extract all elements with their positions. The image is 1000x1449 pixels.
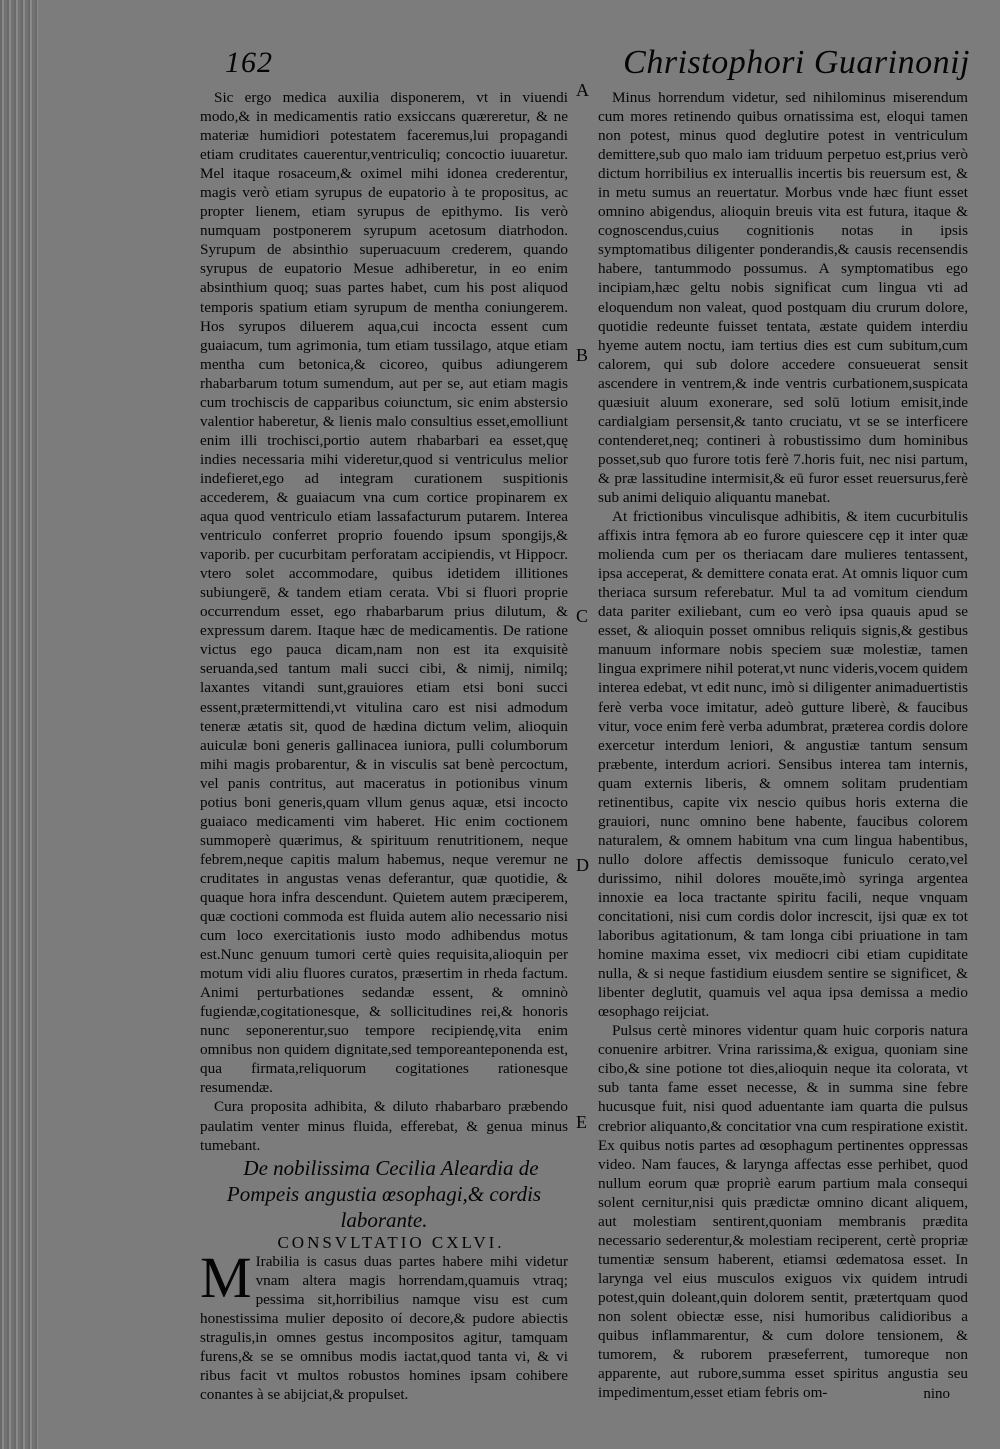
consultatio-number: CONSVLTATIO CXLVI.: [277, 1232, 505, 1252]
section-heading: De nobilissima Cecilia Aleardia de Pompeis angustia œsophagi,& cordis laborante.: [226, 1155, 542, 1232]
left-paragraph-3: [200, 1244, 568, 1404]
margin-letter-d: D: [576, 855, 589, 875]
right-column: [598, 88, 968, 1402]
drop-cap: M: [200, 1244, 252, 1310]
margin-letter-c: C: [576, 606, 589, 626]
right-paragraph-1: Minus horrendum videtur, sed nihilominus miserendum cum mores retinendo quibus ornatissima est, eloqui tamen non potest, minus quod deglutire potest in ventriculum demittere,sub quo malo iam triduum perpetuo est,prius verò dictum horribilius ex interuallis incertis bis reuersum est, & in metu sumus an reuertatur. Morbus vnde hæc fiunt esset omnino abigendus, alioquin breuis vita est futura, itaque & cognoscendus,cuius cognitionis notas in ipsis symptomatibus diligenter ponderandis,& causis recensendis habere, tantummodo possumus. A symptomatibus ego incipiam,hæc geltu nobis significat cum lingua vti ad eloquendum non valeat, quod postquam diu crurum dolore, quotidie redeunte fuisset tentata, æstate quidem interdiu hyeme autem noctu, iam tertius dies est cum subitum,cum calorem, qui sub dolore accedere consueuerat sensit ascendere in ventrem,& inde ventris curbationem,suspicata quæsiuit aluum exonerare, sed solū lotium emisit,inde cardialgiam persensit,& tanto cruciatu, vt se se interficere contenderet,neq; contineri à robustissimo dum hominibus posset,sub quo furore totis ferè 7.horis fuit, nec nisi partum, & præ lassitudine intermisit,& eū furor esset reuersurus,ferè sub animi deliquio aliquantu manebat.: [598, 89, 968, 506]
left-paragraph-1: Sic ergo medica auxilia disponerem, vt in viuendi modo,& in medicamentis ratio exsiccans quæreretur, & ne materiæ humidiori potestatem faceremus,lui propagandi etiam cruditates cauerentur,ventriculiq; concoctio iuuaretur. Mel itaque rosaceum,& oximel mihi idonea crederentur, magis verò etiam syrupus de eupatorio à te propositus, ac propter lienem, etiam syrupus de epithymo. Iis verò numquam postponerem syrupum acetosum diatrhodon. Syrupum de absinthio superuacuum crederem, quando syrupus de eupatorio Mesue adhiberetur, in eo enim absinthium quoq; suas partes habet, cum his post aliquod temporis spatium etiam syrupum de mentha coniungerem. Hos syrupos diluerem aqua,cui incocta essent cum guaiacum, tum agrimonia, tum etiam tussilago, atque etiam mentha cum betonica,& cicoreo, quibus adiungerem rhabarbarum totum sumendum, aut per se, aut etiam magis cum trochiscis de capparibus coiunctum, sic enim abstersio valentior haberetur, & lienis malo consultius esset,emolliunt enim illi trochisci,portio autem rhabarbari ea esset,quę indies necessaria mihi videretur,quod si ventriculus melior indefieret,ego ad integram curationem suspitionis accederem, & guaiacum vna cum cortice propinarem ex aqua quod ventriculo etiam lassafacturum putarem. Interea ventriculo conferret proprio fouendo ipsum spongijs,& vaporib. per cucurbitam perforatam accipiendis, vt Hippocr. vtero solet accommodare, quibus idetidem illitiones subiungerē, & tandem etiam cerata. Vbi si fluori proprie occurrendum esset, ego rhabarbarum prius dilutum, & expressum darem. Itaque hæc de medicamentis. De ratione victus ego pauca dicam,nam non est ita exquisitè seruanda,sed tantum mali succi cibi, & nimij, nimilq; laxantes vitandi sunt,grauiores etiam etsi boni succi essent,prætermittendi,vt vitulina caro est nisi admodum teneræ ætatis sit, quod de hædina dictum velim, alioquin auiculæ boni generis gallinacea iuniora, pulli columborum mihi magis probarentur, & in visculis sat benè percoctum, vel panis contritus, aut maceratus in potionibus vinum potius boni generis,quam vllum genus aquæ, etsi incocto guaiaco medicamenti vim haberet. Hic enim coctionem summoperè quærimus, & spirituum renutritionem, neque febrem,neque capitis malum habemus, neque veremur ne cruditates in angustas venas deferantur, quæ quotidie, & quaque hora infra descendunt. Quietem autem præciperem, quæ coctioni commoda est fluida autem alio necessario nisi cum loco exercitationis iusto modo adhibendus motus est.Nunc genuum tumori certè quies requisita,alioquin per motum vidi aliu fluores curatos, præsertim in rheda factum. Animi perturbationes sedandæ essent, & omninò fugiendæ,cogitationesque, & sollicitudines rei,& honoris nunc seponerentur,suo tempore recipiendę,vita enim omnibus non quidem dignitate,sed temporeanteponenda est, qua firmata,reliquorum cogitationes rationesque resumendæ.: [200, 89, 568, 1097]
margin-letter-a: A: [576, 80, 589, 100]
margin-letter-e: E: [576, 1112, 587, 1132]
left-column: [200, 88, 568, 1403]
margin-letter-b: B: [576, 345, 589, 365]
right-paragraph-3: Pulsus certè minores videntur quam huic corporis natura conuenire arbitrer. Vrina rarissima,& exigua, quoniam sine cibo,& sine potione tot dies,alioquin neque ita colorata, vt sub tanta fame esset necesse, & in summa sine febre hucusque fuit, nisi quod aduentante iam quarta die pulsus crebrior aliquanto,& concitatior vna cum respiratione existit. Ex quibus notis partes ad œsophagum pertinentes oppressas video. Nam fauces, & larynga affectas esse perhibet, quod nullum eorum quæ propriè earum partium mala consequi solent cernitur,nisi quis prædictæ omnino dicant aliquem, aut molestiam sentirent,quoniam membranis prædita necessario sederentur,& molestiam reciperent, certè propriæ tumentiæ sensum haberent, etiamsi œdematosa esset. In larynga vel eius musculos exiguos vix quidem intrudi potest,quin doleant,quin dolorem sentit, prætertquam quod non solent obiectæ esse, nisi humoribus calidioribus a quibus inflammarentur, & cum dolore tensionem, & tumorem, & ruborem præseferrent, tumoreque non apparente, aut rubore,summa esset spiritus angustia seu impedimentum,esset etiam febris om-: [598, 1022, 968, 1402]
left-paragraph-2: Cura proposita adhibita, & diluto rhabarbaro præbendo paulatim venter minus fluida, efferebat, & genua minus tumebant.: [200, 1098, 568, 1154]
page-number: 162: [225, 46, 273, 79]
catchword: nino: [923, 1386, 950, 1402]
page-header: [200, 42, 980, 86]
book-gutter: [0, 0, 38, 1449]
left-paragraph-3-text: Irabilia is casus duas partes habere mihi videtur vnam altera magis horrendam,quamuis vtraq; pessima sit,horribilius namque visu est cum honestissima mulier deposito oí decore,& pudore abiectis stragulis,in omnes gestus incompositos agitur, tamquam furens,& se se omnibus modis iactat,quod tanta vi, & vi ribus facit vt multos robustos homines ipsam cohibere conantes à se abijciat,& propulset.: [200, 1252, 568, 1403]
right-paragraph-2: At frictionibus vinculisque adhibitis, & item cucurbitulis affixis intra fęmora ab eo furore quiescere cęp it inter quæ molienda cum per os theriacam dare mulieres tentassent, ipsa acceperat, & demittere conata erat. At omnis liquor cum theriaca sursum referebatur. Mul ta ad vomitum ciendum data pariter exiliebant, cum eo verò ipsa quauis apud se esset, & alioquin posset omnibus reliquis signis,& gestibus manuum informare nobis speciem suæ molestiæ, tamen lingua exprimere nihil poterat,vt nunc videris,vocem quidem interea edebat, vt edit nunc, imò si diligenter animaduertistis ferè verba voce imitatur, adeò gutture liberè, & faucibus vitur, voce enim ferè verba adumbrat, præterea cordis dolore exercetur interdum leniori, & angustiæ tantum sensum præbente, interdum acriori. Sensibus interea tam internis, quam externis liberis, & omnem solitam prudentiam retinentibus, capite vix nescio quibus horis externa die grauiori, nunc omnino bene habente, faucibus colorem naturalem, & omnem habitum vna cum lingua habentibus, nullo dolore affectis demissoque funiculo cerato,vel durissimo, nihil dolores mouēte,imò syringa argentea innoxie ea loca tractante spiritu facili, neque vnquam concitationi, nisi cum cordis dolor increscit, ijsi quæ ex tot laboribus agitationum, & tam longa cibi priuatione in tam homine maxima esset, vix mediocri cibi etiam cupiditate nulla, & si neque fastidium eiusdem sentire se significet, & libenter deglutit, quamuis vel aqua ipsa demissa a medio œsophago reijciat.: [598, 508, 968, 1021]
running-title: Christophori Guarinonij: [623, 44, 970, 81]
